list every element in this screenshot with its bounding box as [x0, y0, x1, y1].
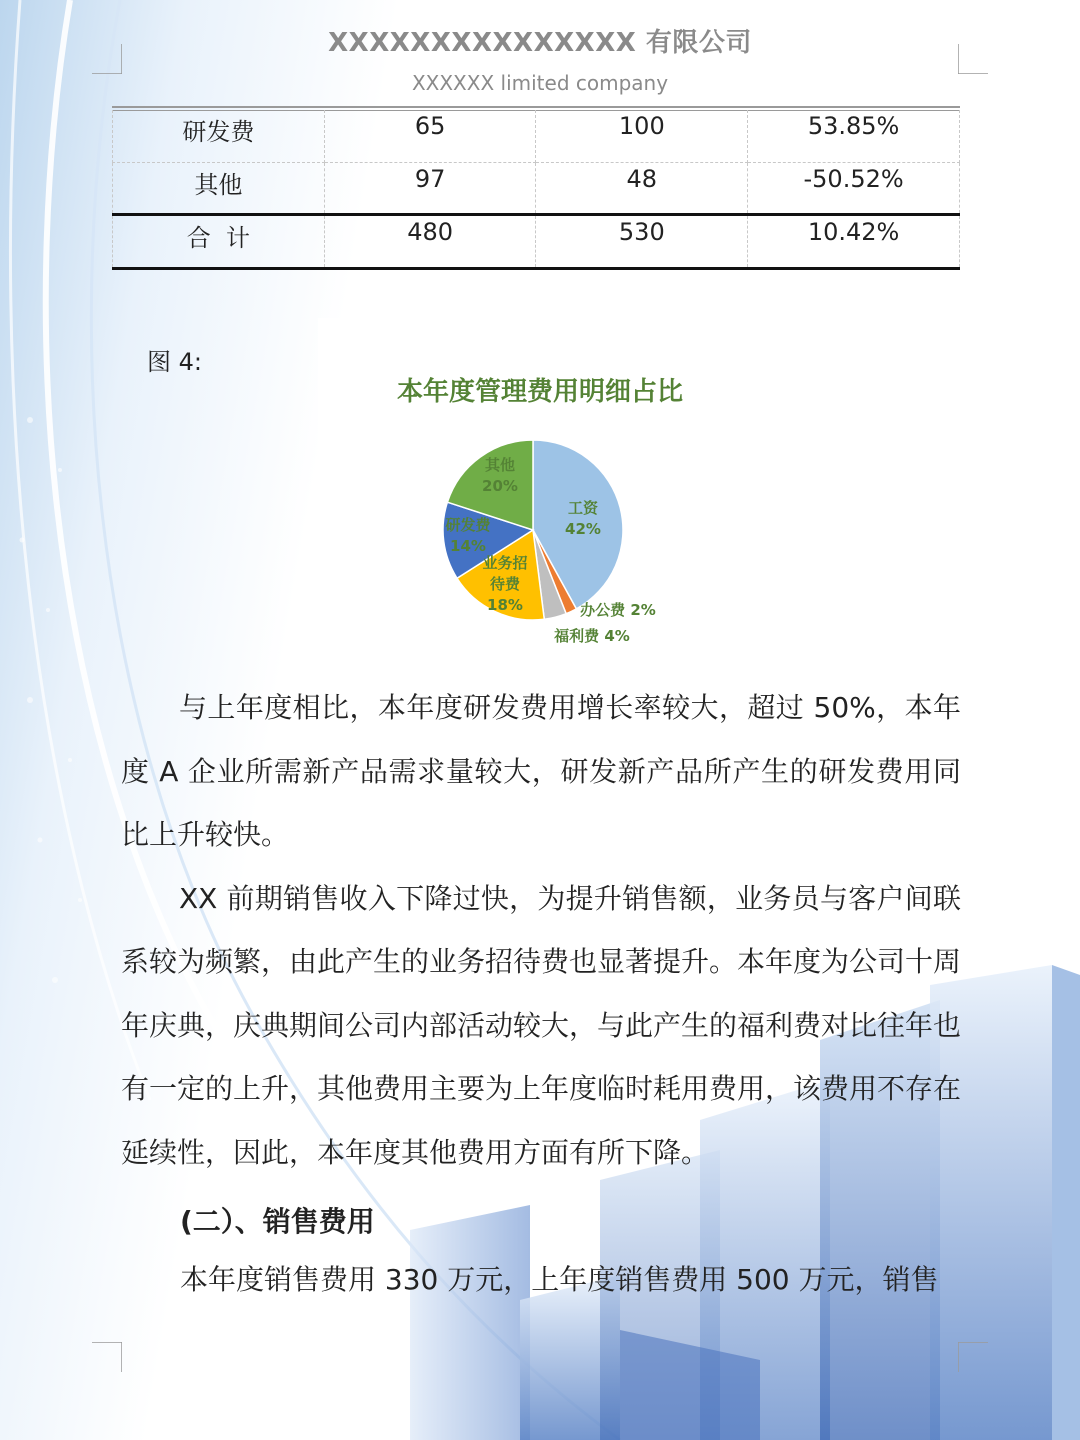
company-name: XXXXXXXXXXXXXXX 有限公司	[328, 28, 752, 58]
corner-mark-bottom-right	[958, 1342, 988, 1372]
pie-data-label: 其他 20%	[482, 456, 518, 495]
figure-label: 图 4:	[147, 348, 202, 376]
company-subtitle: XXXXXX limited company	[411, 71, 669, 95]
table-row	[113, 162, 960, 214]
corner-mark-bottom-left	[92, 1342, 122, 1372]
table-cell-item: 研发费	[113, 110, 325, 162]
table-cell-change: 53.85%	[748, 110, 960, 162]
table-cell-change: 10.42%	[748, 214, 960, 268]
table-cell-last-year: 97	[324, 162, 536, 214]
chart-title: 本年度管理费用明细占比	[396, 377, 684, 407]
table-cell-this-year: 48	[536, 162, 748, 214]
pie-data-label: 福利费 4%	[554, 627, 630, 645]
paragraph: XX 前期销售收入下降过快，为提升销售额，业务员与客户间联系较为频繁，由此产生的业务招待费也显著提升。本年度为公司十周年庆典，庆典期间公司内部活动较大，与此产生的福利费对比往年也有一定的上升，其他费用主要为上年度临时耗用费用，该费用不存在延续性，因此，本年度其他费用方面有所下降。	[121, 881, 962, 1169]
table-cell-this-year: 530	[536, 214, 748, 268]
table-cell-item: 合 计	[113, 214, 325, 268]
table-cell-last-year: 65	[324, 110, 536, 162]
section-heading: (二）、销售费用	[180, 1205, 375, 1238]
pie-data-label: 研发费 14%	[445, 516, 491, 555]
table-cell-last-year: 480	[324, 214, 536, 268]
pie-chart-container	[318, 318, 762, 662]
pie-data-label: 业务招待费 18%	[482, 554, 528, 614]
pie-chart	[318, 318, 762, 662]
table-cell-this-year: 100	[536, 110, 748, 162]
body-text	[121, 676, 961, 1184]
table-cell-change: -50.52%	[748, 162, 960, 214]
page-header	[0, 22, 1080, 95]
table-total-row	[113, 214, 960, 268]
paragraph: 本年度销售费用 330 万元，上年度销售费用 500 万元，销售	[180, 1263, 939, 1296]
table-cell-item: 其他	[113, 162, 325, 214]
pie-data-label: 工资 42%	[565, 499, 601, 538]
pie-data-label: 办公费 2%	[580, 601, 656, 619]
paragraph: 与上年度相比，本年度研发费用增长率较大，超过 50%，本年度 A 企业所需新产品需求量较大，研发新产品所产生的研发费用同比上升较快。	[121, 691, 961, 851]
table-row	[113, 110, 960, 162]
expense-table	[112, 110, 960, 270]
